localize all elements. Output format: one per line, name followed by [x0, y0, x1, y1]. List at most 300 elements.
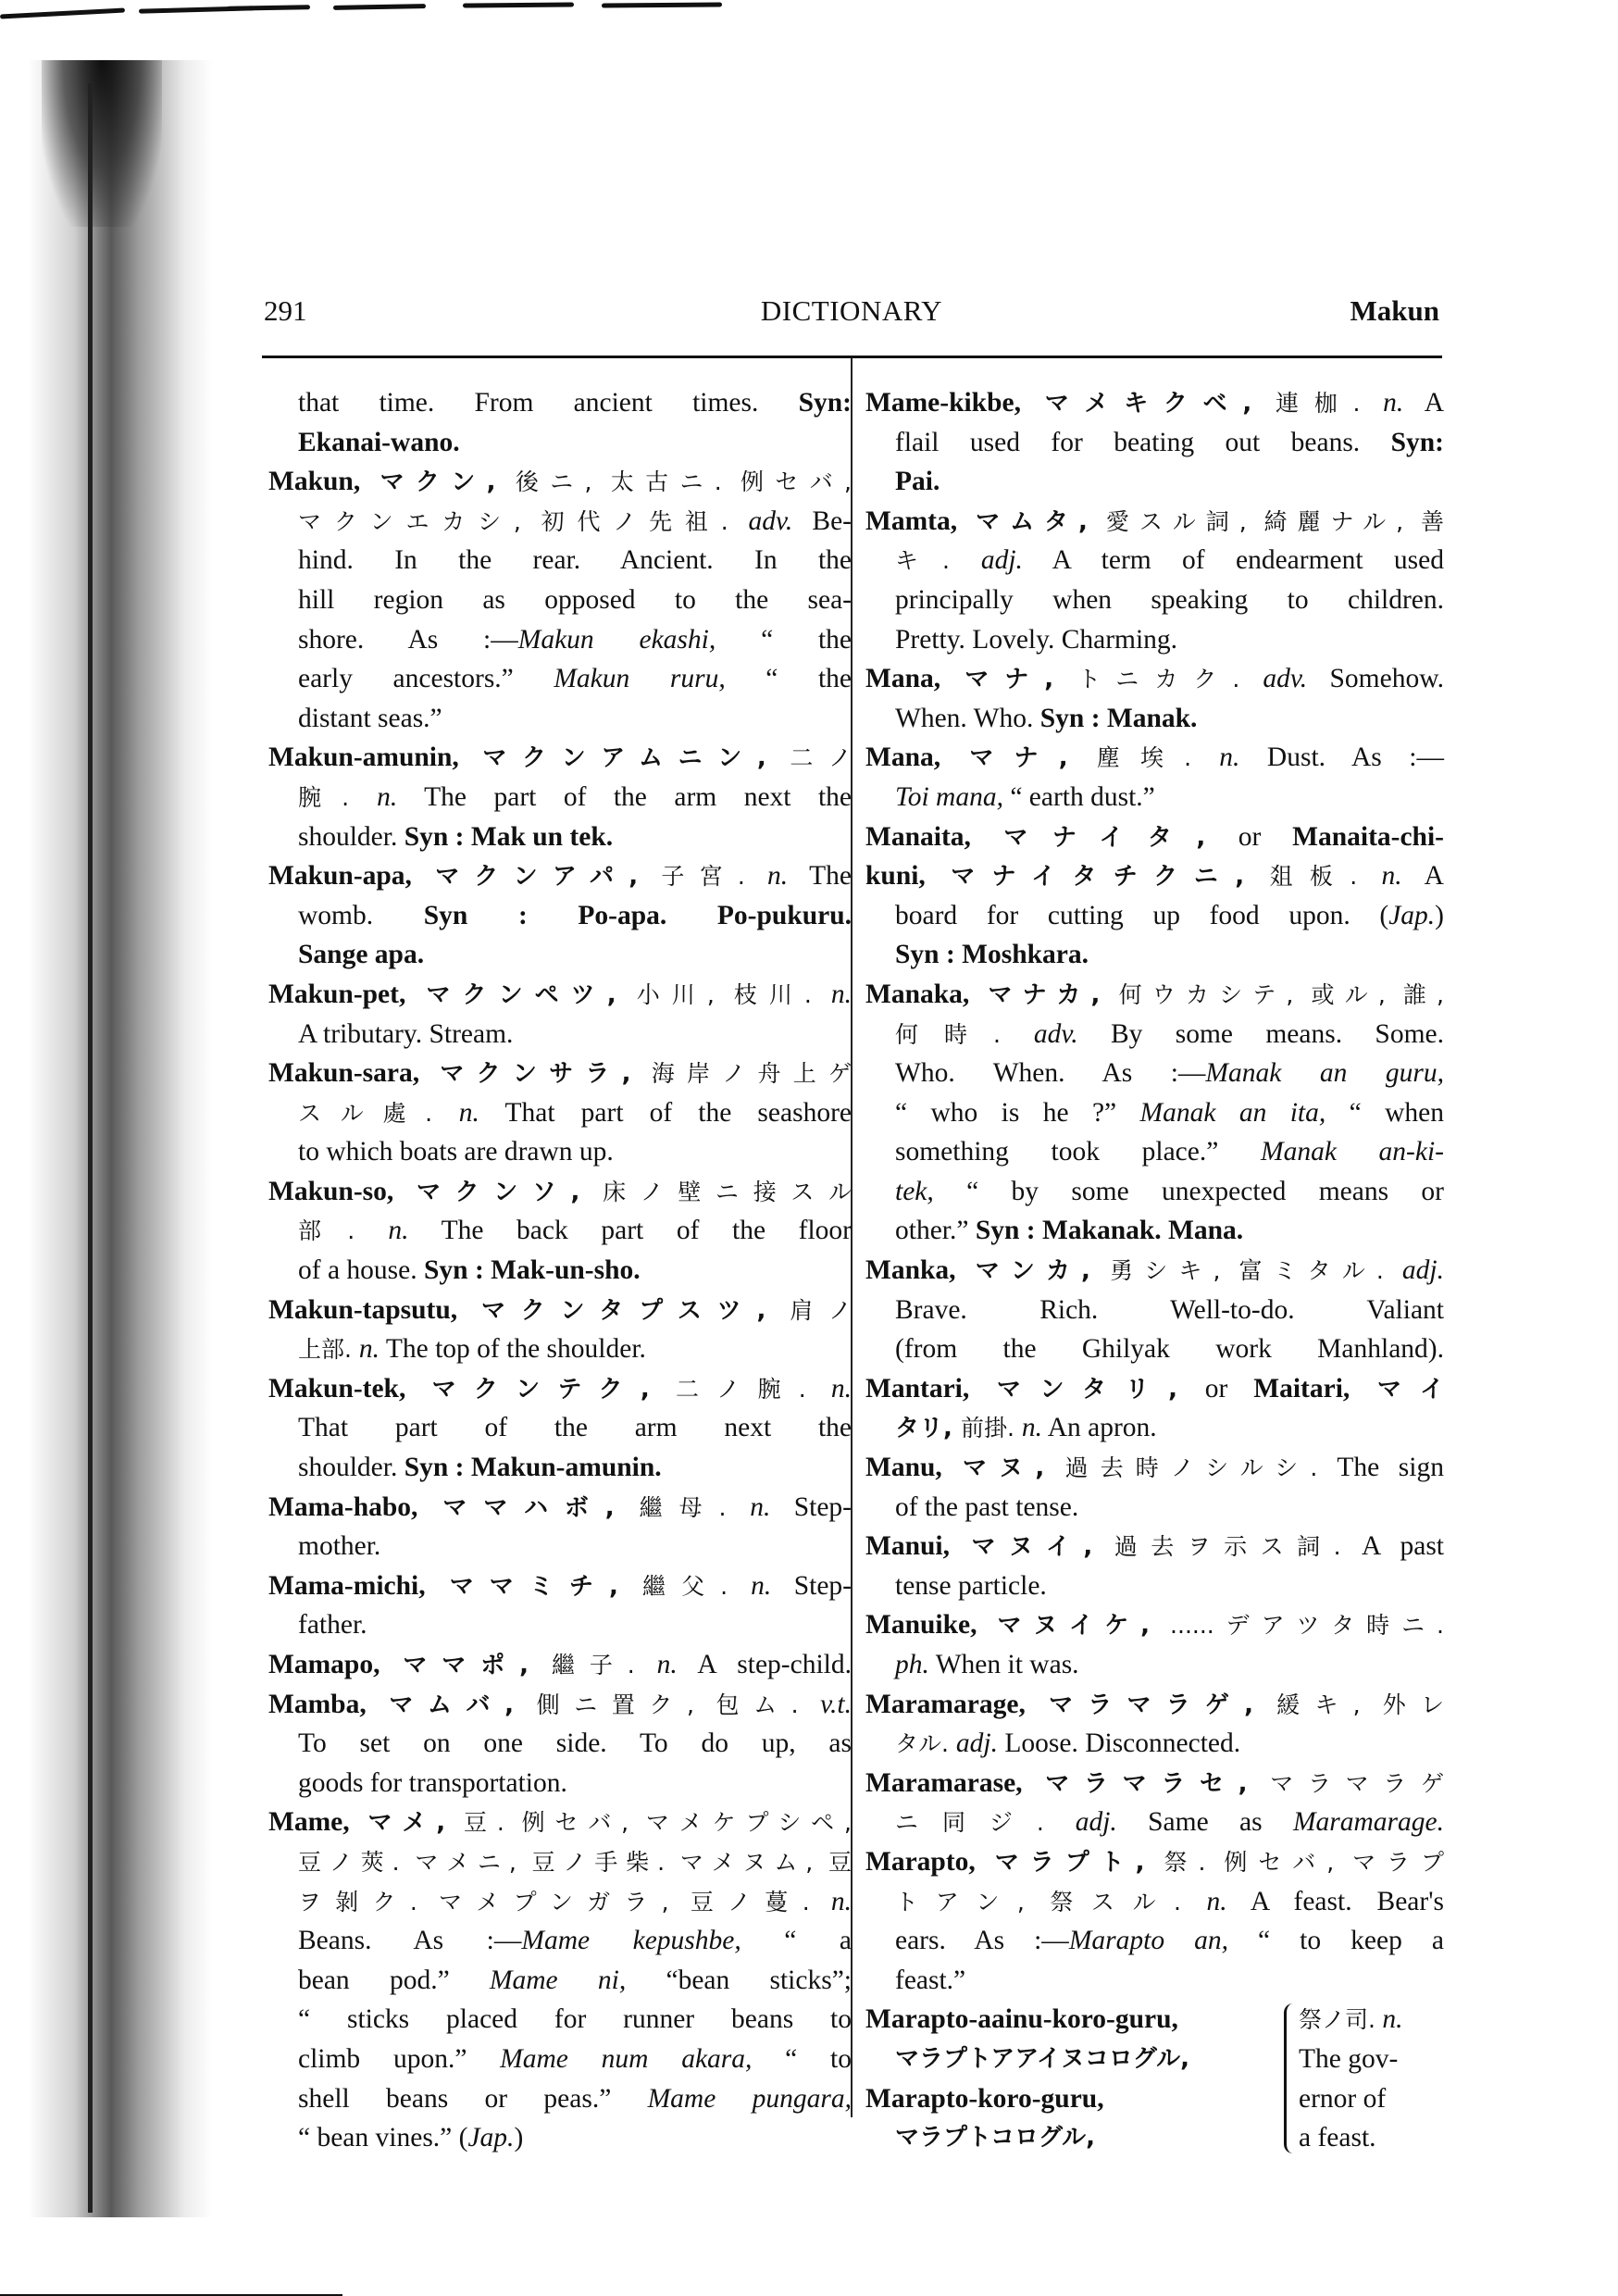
headword: Mana, — [865, 664, 941, 694]
definition-text: “ earth dust.” — [1002, 781, 1155, 812]
entry-line — [865, 1132, 1444, 1172]
synonym: Ekanai-wano. — [298, 427, 460, 457]
entry-line — [268, 1408, 852, 1448]
entry-head-line — [865, 659, 1444, 699]
definition-text: bean pod.” — [298, 1965, 490, 1995]
kana-reading: マヌイケ, — [977, 1612, 1171, 1641]
definition-text: “ the — [725, 664, 852, 694]
headword: Makun-apa, — [268, 861, 412, 892]
kana-reading: ママポ, — [380, 1652, 552, 1679]
definition-text: “ sticks placed for runner beans to — [298, 2004, 852, 2035]
definition-text: The — [788, 861, 852, 892]
japanese-gloss: 子宮. — [661, 863, 767, 891]
entry-line — [865, 1488, 1444, 1528]
kana-reading: マラマラセ, — [1022, 1769, 1271, 1798]
entry-line — [268, 423, 852, 463]
italic-text: Makun ruru, — [554, 664, 726, 694]
entry-line — [268, 2079, 852, 2119]
binding-shadow — [28, 60, 213, 2217]
kana-reading: ママミチ, — [425, 1572, 643, 1601]
headword: Makun-sara, — [268, 1058, 420, 1089]
definition-text: The top of the shoulder. — [380, 1334, 646, 1365]
entry-head-line — [268, 1172, 852, 1212]
headword: Manaka, — [865, 979, 970, 1009]
kana-reading: マムバ, — [366, 1691, 537, 1719]
headword: Makun-tek, — [268, 1373, 406, 1404]
italic-text: n. — [1381, 861, 1402, 892]
definition-text: The back part of the floor — [408, 1216, 852, 1246]
definition-text: of the past tense. — [895, 1491, 1079, 1522]
entry-line — [268, 778, 852, 817]
entry-line — [865, 935, 1444, 975]
entry-line — [268, 1251, 852, 1291]
entry-line — [268, 699, 852, 739]
japanese-gloss: 繼子. — [551, 1652, 657, 1678]
japanese-gloss: 豆. 例セバ, マメケプシペ, — [464, 1809, 852, 1837]
kana-reading: マラプト, — [975, 1848, 1164, 1877]
italic-text: Mame pungara, — [647, 2083, 853, 2114]
right-column-lines — [865, 383, 1444, 2000]
italic-text: n. — [388, 1216, 409, 1246]
italic-text: n. — [1021, 1413, 1042, 1443]
definition-text: early ancestors.” — [298, 664, 554, 694]
kana-reading: マラプトコログル, — [895, 2124, 1096, 2152]
entry-head-line — [268, 1488, 852, 1528]
right-column — [865, 383, 1444, 2157]
japanese-gloss: キ. — [895, 547, 981, 575]
entry-head-line — [865, 738, 1444, 778]
entry-head-line — [268, 1291, 852, 1330]
italic-text: Mame num akara, — [500, 2043, 753, 2074]
italic-text: n. — [766, 861, 789, 892]
headword: Manaita, — [865, 821, 971, 852]
entry-line — [865, 1172, 1444, 1212]
synonym: Syn : Makanak. Mana. — [975, 1216, 1244, 1246]
entry-line — [865, 1015, 1444, 1054]
japanese-gloss: トニカク. — [1077, 666, 1263, 693]
kana-reading: マナイタ, — [970, 823, 1238, 852]
italic-text: n. — [358, 1334, 380, 1365]
entry-head-line — [865, 1685, 1444, 1725]
definition-text: The part of the arm next the — [397, 781, 852, 812]
japanese-gloss: 勇シキ, 富ミタル. — [1110, 1257, 1402, 1285]
kana-reading: マラマラゲ, — [1025, 1691, 1277, 1719]
entry-head-line — [865, 1448, 1444, 1488]
japanese-gloss: スル處. — [298, 1099, 459, 1127]
entry-line — [865, 896, 1444, 936]
japanese-gloss: トアン, 祭スル. — [895, 1888, 1207, 1915]
japanese-gloss: 祭. 例セバ, マラプ — [1164, 1848, 1444, 1876]
kana-reading: マクン, — [360, 468, 516, 497]
definition-text: A — [1401, 861, 1444, 892]
entry-head-line — [268, 856, 852, 896]
entry-line — [268, 896, 852, 936]
entry-line — [865, 1803, 1444, 1842]
japanese-gloss: 緩キ, 外レ — [1276, 1691, 1444, 1718]
japanese-gloss: 繼父. — [642, 1572, 752, 1600]
definition-text: goods for transportation. — [298, 1767, 567, 1798]
definition-text: To set on one side. To do up, as — [298, 1728, 852, 1759]
kana-reading: マナ, — [940, 744, 1097, 773]
entry-head-line — [865, 1251, 1444, 1291]
definition-text: Dust. As :— — [1239, 742, 1444, 773]
page-number: 291 — [264, 294, 307, 327]
definition-text: “ the — [716, 624, 853, 655]
entry-head-line — [268, 1054, 852, 1093]
italic-text: adv. — [1263, 664, 1308, 694]
headword: Mamba, — [268, 1689, 367, 1719]
brace-entry — [865, 2000, 1444, 2157]
italic-text: Jap. — [467, 2123, 515, 2153]
kana-reading: マナカ, — [969, 980, 1119, 1009]
definition-text: (from the Ghilyak work Manhland). — [895, 1334, 1444, 1365]
entry-line — [268, 2118, 852, 2158]
definition-text: Brave. Rich. Well-to-do. Valiant — [895, 1294, 1444, 1325]
japanese-gloss: 過去ヲ示ス詞. — [1114, 1533, 1362, 1561]
definition-text: mother. — [298, 1531, 381, 1562]
entry-line — [268, 1448, 852, 1488]
italic-text: Toi mana, — [895, 781, 1003, 812]
entry-line — [865, 1645, 1444, 1685]
italic-text: n. — [1375, 2004, 1403, 2035]
definition-text: feast.” — [895, 1965, 966, 1995]
definition-text: flail used for beating out beans. — [895, 427, 1391, 457]
entry-line — [865, 1882, 1444, 1922]
kana-reading: マムタ, — [957, 507, 1106, 536]
entry-head-line — [865, 1369, 1444, 1409]
definition-text: Be- — [792, 505, 853, 536]
entry-line — [865, 620, 1444, 660]
scan-edge-top — [0, 0, 1618, 28]
entry-line — [268, 1527, 852, 1566]
definition-text: “ who is he ?” — [895, 1097, 1140, 1128]
headword: Manui, — [865, 1531, 950, 1562]
entry-line — [865, 423, 1444, 463]
brace-gloss — [1299, 2000, 1438, 2157]
entry-head-line — [268, 1685, 852, 1725]
japanese-gloss: 海岸ノ舟上ゲ — [651, 1060, 852, 1088]
kana-reading: マクンソ, — [393, 1178, 604, 1206]
definition-text: principally when speaking to children. — [895, 584, 1444, 615]
entry-line — [268, 1961, 852, 2001]
brace-headwords — [865, 2000, 1282, 2157]
headword: Marapto-aainu-koro-guru, — [865, 2004, 1178, 2035]
entry-line — [865, 462, 1444, 502]
synonym: Syn: — [1390, 427, 1444, 457]
running-title: DICTIONARY — [760, 294, 943, 327]
definition-text: “ to — [752, 2043, 852, 2074]
kana-reading: マイ — [1350, 1375, 1444, 1404]
entry-line — [865, 1329, 1444, 1369]
kana-reading: マラプトアアイヌコログル, — [895, 2044, 1189, 2073]
definition-text: Somehow. — [1307, 664, 1444, 694]
definition-text: that time. From ancient times. — [298, 388, 799, 418]
italic-text: n. — [750, 1491, 771, 1522]
headword: Makun-tapsutu, — [268, 1294, 458, 1325]
entry-line — [865, 1724, 1444, 1764]
gloss-line — [1299, 2040, 1438, 2079]
entry-line — [268, 817, 852, 857]
italic-text: Mame kepushbe, — [521, 1926, 741, 1956]
entry-head-line — [268, 1369, 852, 1409]
kana-reading: マヌ, — [941, 1454, 1065, 1483]
headword: Mana, — [865, 742, 941, 773]
entry-line — [865, 1566, 1444, 1606]
headword: Mama-habo, — [268, 1491, 418, 1522]
italic-text: n. — [751, 1570, 772, 1601]
definition-text: “ to keep a — [1227, 1926, 1444, 1956]
entry-line — [268, 620, 852, 660]
japanese-gloss: 側ニ置ク, 包ム. — [536, 1691, 821, 1718]
synonym: Sange apa. — [298, 940, 425, 970]
headword: kuni, — [865, 861, 926, 892]
japanese-gloss: 二ノ — [790, 744, 852, 772]
definition-text: When. Who. — [895, 703, 1040, 733]
definition-text: “ a — [741, 1926, 853, 1956]
definition-text: shoulder. — [298, 1453, 404, 1483]
entry-line — [865, 699, 1444, 739]
entry-head-line — [865, 856, 1444, 896]
kana-reading: マメ, — [349, 1809, 465, 1838]
headword: Mamapo, — [268, 1650, 380, 1679]
entry-line — [268, 541, 852, 580]
headword: Makun-so, — [268, 1176, 394, 1206]
headword: Mamta, — [865, 505, 958, 536]
entry-line — [268, 1764, 852, 1803]
italic-text: adv. — [748, 505, 793, 536]
entry-head-line — [865, 1605, 1444, 1645]
japanese-gloss: 連枷. — [1276, 390, 1384, 417]
definition-text: something took place.” — [895, 1137, 1261, 1167]
japanese-gloss: マクンエカシ, 初代ノ先祖. — [298, 507, 749, 535]
definition-text: The gov- — [1299, 2043, 1399, 2074]
italic-text: n. — [830, 1373, 852, 1404]
synonym: Syn : Mak un tek. — [404, 821, 614, 852]
synonym: Manaita-chi- — [1292, 821, 1444, 852]
italic-text: v.t. — [820, 1689, 852, 1719]
entry-line — [268, 1882, 852, 1922]
entry-head-line — [268, 975, 852, 1015]
binding-edge-line — [88, 83, 93, 2213]
headword: Manu, — [865, 1453, 942, 1483]
headword: Makun-pet, — [268, 979, 406, 1009]
japanese-gloss: 前掛. — [960, 1415, 1022, 1442]
japanese-gloss: 祭ノ司. — [1299, 2006, 1375, 2034]
entry-head-line — [865, 1527, 1444, 1566]
italic-text: Jap. — [1388, 900, 1436, 930]
entry-line — [268, 1921, 852, 1961]
italic-text: Manak an-ki- — [1261, 1137, 1444, 1167]
definition-text: Who. When. As :— — [895, 1058, 1206, 1089]
headword: Marapto-koro-guru, — [865, 2083, 1104, 2114]
japanese-gloss: 何時. — [895, 1020, 1034, 1048]
definition-text: climb upon.” — [298, 2043, 501, 2074]
definition-text: Beans. As :— — [298, 1926, 522, 1956]
entry-head-line — [268, 462, 852, 502]
japanese-gloss: ヲ剝ク. マメプンガラ, 豆ノ蔓. — [298, 1888, 831, 1915]
entry-line — [865, 1961, 1444, 2001]
italic-text: adj. — [1075, 1807, 1117, 1838]
japanese-gloss: 小川, 枝川. — [636, 980, 831, 1008]
definition-text: A feast. Bear's — [1226, 1886, 1444, 1916]
japanese-gloss: 過去時ノシルシ. — [1064, 1454, 1338, 1482]
entry-line — [268, 2040, 852, 2079]
brace-bracket — [1284, 2003, 1296, 2153]
definition-text: Step- — [771, 1570, 852, 1601]
entry-line — [268, 1605, 852, 1645]
entry-head-line — [865, 383, 1444, 423]
japanese-gloss: 繼母. — [639, 1493, 751, 1521]
headword: Marapto, — [865, 1846, 976, 1877]
entry-head-line — [865, 817, 1444, 857]
definition-text: Loose. Disconnected. — [997, 1728, 1241, 1759]
entry-line — [268, 2000, 852, 2040]
entry-line — [268, 1211, 852, 1251]
japanese-gloss: 何ウカシテ, 或ル, 誰, — [1118, 980, 1444, 1008]
kana-reading: タリ, — [895, 1415, 961, 1443]
headword: Mame, — [268, 1807, 350, 1838]
entry-line — [268, 1093, 852, 1133]
headword: Manuike, — [865, 1610, 977, 1641]
entry-head-line — [865, 975, 1444, 1015]
entry-line — [865, 1054, 1444, 1093]
kana-reading: マナイタチクニ, — [925, 863, 1270, 892]
entry-line — [865, 541, 1444, 580]
entry-head-line — [268, 1645, 852, 1685]
kana-reading: マンカ, — [955, 1257, 1111, 1286]
italic-text: n. — [1206, 1886, 1227, 1916]
kana-reading: マクンアムニン, — [458, 744, 790, 773]
japanese-gloss: 部. — [298, 1217, 389, 1245]
entry-line — [865, 1093, 1444, 1133]
definition-text: When it was. — [928, 1650, 1079, 1679]
italic-text: Maramarage. — [1292, 1807, 1444, 1838]
kana-reading: マヌイ, — [949, 1533, 1114, 1562]
definition-text: or — [1204, 1373, 1254, 1404]
japanese-gloss: 肩ノ — [790, 1296, 852, 1324]
kana-reading: マクンペツ, — [405, 980, 637, 1009]
kana-reading: マナ, — [940, 666, 1078, 694]
synonym: Maitari, — [1253, 1373, 1350, 1404]
japanese-gloss: タル. — [895, 1730, 956, 1758]
japanese-gloss: 塵埃. — [1096, 744, 1220, 772]
definition-text: a feast. — [1299, 2123, 1376, 2153]
italic-text: adv. — [1033, 1018, 1078, 1049]
definition-text: ) — [1435, 900, 1444, 930]
entry-line — [268, 1132, 852, 1172]
left-column — [268, 383, 852, 2158]
gloss-line — [1299, 2000, 1438, 2040]
japanese-gloss: 床ノ壁ニ接スル — [603, 1178, 852, 1205]
italic-text: n. — [1383, 388, 1404, 418]
definition-text: hill region as opposed to the sea- — [298, 584, 852, 615]
entry-line — [268, 1329, 852, 1369]
synonym: Syn : Makun-amunin. — [404, 1453, 662, 1483]
definition-text: A tributary. Stream. — [298, 1018, 514, 1049]
headword: Mame-kikbe, — [865, 388, 1021, 418]
kana-reading: マメキクベ, — [1020, 390, 1276, 418]
definition-text: ernor of — [1299, 2083, 1387, 2114]
italic-text: n. — [458, 1097, 479, 1128]
entry-line — [268, 502, 852, 542]
japanese-gloss: 二ノ腕. — [676, 1375, 831, 1403]
japanese-gloss: ......デアツタ時ニ. — [1170, 1612, 1444, 1640]
japanese-gloss: ニ同ジ. — [895, 1809, 1076, 1837]
definition-text: shore. As :— — [298, 624, 518, 655]
italic-text: Manak an ita, — [1139, 1097, 1326, 1128]
italic-text: n. — [656, 1650, 678, 1679]
definition-text: to which boats are drawn up. — [298, 1137, 614, 1167]
definition-text: A term of endearment used — [1022, 545, 1444, 576]
definition-text: other.” — [895, 1216, 976, 1246]
headword: Maramarage, — [865, 1689, 1026, 1719]
italic-text: adj. — [980, 545, 1023, 576]
entry-line — [865, 1921, 1444, 1961]
italic-text: Mame ni, — [489, 1965, 627, 1995]
headword: Manka, — [865, 1255, 956, 1286]
italic-text: ph. — [895, 1650, 929, 1679]
definition-text: Pretty. Lovely. Charming. — [895, 624, 1178, 655]
japanese-gloss: マラマラゲ — [1270, 1769, 1444, 1797]
definition-text: or — [1238, 821, 1293, 852]
italic-text: n. — [377, 781, 398, 812]
gloss-line — [1299, 2118, 1438, 2158]
definition-text: Same as — [1116, 1807, 1293, 1838]
synonym: Syn : Mak-un-sho. — [424, 1255, 641, 1286]
definition-text: board for cutting up food upon. ( — [895, 900, 1389, 930]
definition-text: Step- — [770, 1491, 852, 1522]
japanese-gloss: 豆ノ莢. マメニ, 豆ノ手柴. マメヌム, 豆 — [298, 1848, 852, 1876]
synonym: Syn : Po-apa. Po-pukuru. — [423, 900, 853, 930]
definition-text: ears. As :— — [895, 1926, 1069, 1956]
japanese-gloss: 爼板. — [1269, 863, 1382, 891]
definition-text: That part of the arm next the — [298, 1413, 852, 1443]
kana-reading: マクンテク, — [405, 1375, 676, 1404]
definition-text: By some means. Some. — [1077, 1018, 1444, 1049]
definition-text: “bean sticks”; — [626, 1965, 852, 1995]
headword: Makun-amunin, — [268, 742, 459, 773]
definition-text: womb. — [298, 900, 424, 930]
definition-text: father. — [298, 1610, 367, 1641]
kana-reading: マンタリ, — [969, 1375, 1205, 1404]
italic-text: n. — [830, 979, 852, 1009]
italic-text: n. — [830, 1886, 852, 1916]
entry-head-line — [865, 502, 1444, 542]
headword: Mantari, — [865, 1373, 970, 1404]
entry-head-line — [865, 1842, 1444, 1882]
entry-head-line — [865, 1764, 1444, 1803]
definition-text: of a house. — [298, 1255, 424, 1286]
definition-text: “ bean vines.” ( — [298, 2123, 468, 2153]
italic-text: adj. — [1401, 1255, 1444, 1286]
running-head — [264, 294, 1439, 341]
kana-reading: ママハボ, — [417, 1493, 640, 1522]
definition-text: tense particle. — [895, 1570, 1047, 1601]
japanese-gloss: 後ニ, 太古ニ. 例セバ, — [515, 468, 852, 496]
entry-line — [268, 935, 852, 975]
japanese-gloss: 上部. — [298, 1336, 359, 1364]
headword: Maramarase, — [865, 1767, 1023, 1798]
definition-text: An apron. — [1041, 1413, 1157, 1443]
kana-reading: マクンアパ, — [411, 863, 662, 892]
entry-line — [865, 1211, 1444, 1251]
definition-text: The sign — [1337, 1453, 1444, 1483]
guide-word: Makun — [1350, 294, 1439, 327]
italic-text: Manak an guru, — [1205, 1058, 1444, 1089]
entry-line — [268, 659, 852, 699]
italic-text: Marapto an, — [1068, 1926, 1228, 1956]
kana-reading: マクンタプスツ, — [457, 1296, 790, 1325]
